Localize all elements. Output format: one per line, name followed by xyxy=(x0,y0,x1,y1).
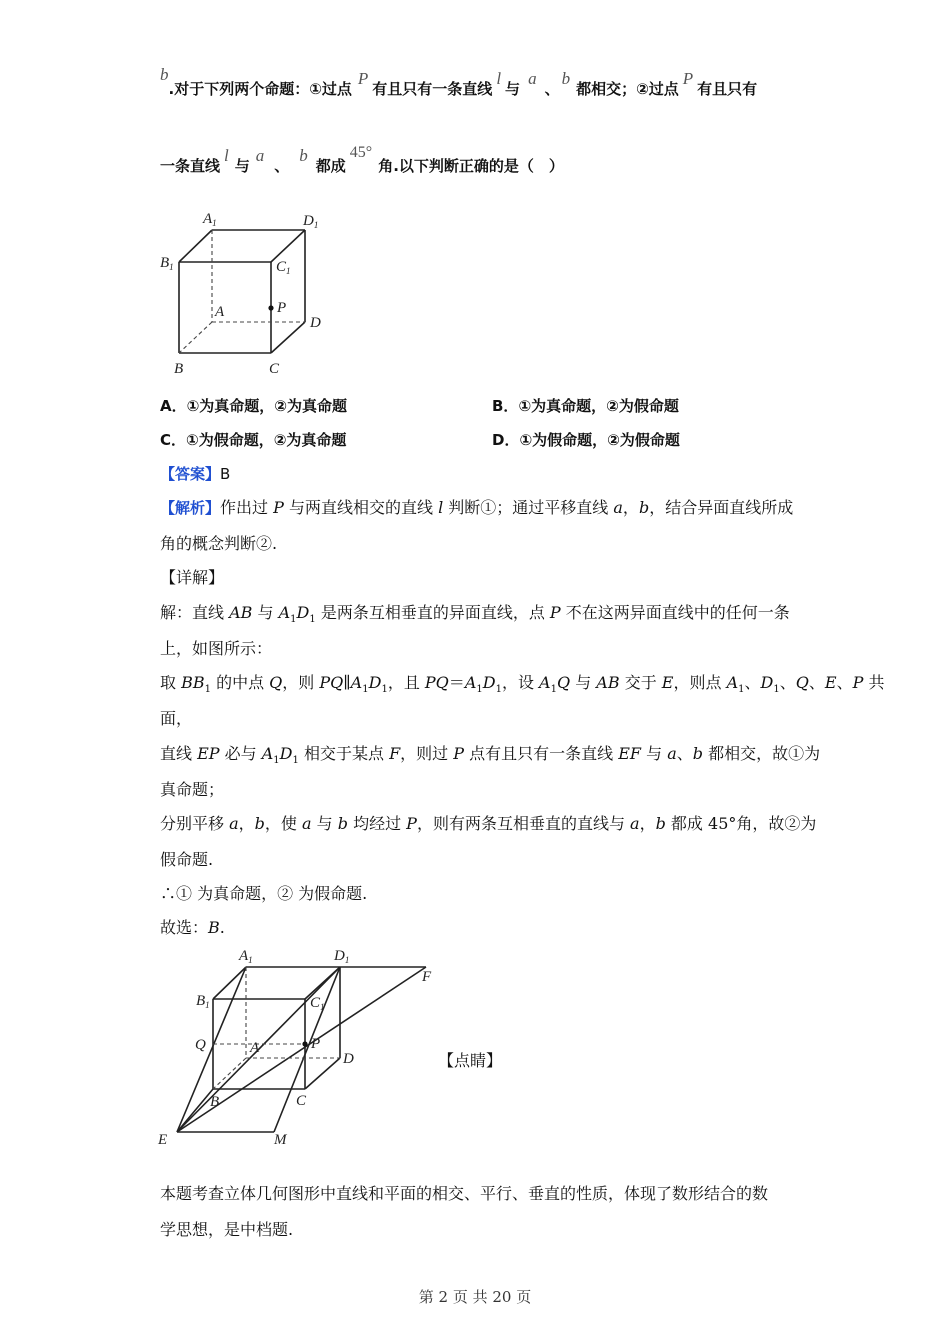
edge xyxy=(179,230,212,262)
detail-para-4: 面， xyxy=(160,709,193,728)
detail-para-5: 直线 EP 必与 $A_1D_1$ 相交于某点 F，则过 P 点有且只有一条直线 EF 与 a、b 都相交，故①为 xyxy=(160,744,821,767)
label-P: P xyxy=(277,300,287,316)
var-l: l xyxy=(496,69,502,88)
analysis-line-1: 【解析】作出过 P 与两直线相交的直线 l 判断①；通过平移直线 a，b，结合异面直线所成 xyxy=(160,498,794,517)
option-A: A．①为真命题，②为真命题 xyxy=(160,397,348,415)
detail-para-3: 取 $BB_1$ 的中点 Q，则 $PQ\parallel A_1D_1$，且 $PQ=A_1D_1$，设 $A_1Q$ 与 AB 交于 E，则点 $A_1$、$D_1$、Q、E、P 共 xyxy=(160,673,885,696)
question-text: 都相交；②过点 xyxy=(576,80,679,98)
label-A: A xyxy=(215,304,225,320)
detail-para-8: 假命题. xyxy=(160,850,214,869)
label-A1: $A_1$ xyxy=(203,211,217,228)
var-a: a xyxy=(528,69,537,88)
summary-line-1: 本题考查立体几何图形中直线和平面的相交、平行、垂直的性质，体现了数形结合的数 xyxy=(160,1184,769,1203)
label-D1: $D_1$ xyxy=(334,948,350,965)
question-text: 一条直线 xyxy=(160,157,221,175)
edge xyxy=(305,1058,340,1089)
label-A1: $A_1$ xyxy=(239,948,253,965)
answer-tag: 【答案】 xyxy=(160,465,221,483)
detail-conclusion: ∴① 为真命题，② 为假命题. xyxy=(160,884,368,903)
question-text: 与 xyxy=(505,80,521,98)
var-b: b xyxy=(160,65,169,84)
option-D: D．①为假命题，②为假命题 xyxy=(492,431,680,449)
label-C1: $C_1$ xyxy=(310,995,325,1012)
question-line-1 xyxy=(160,65,758,118)
answer-value: B xyxy=(220,465,231,483)
label-D: D xyxy=(343,1051,354,1067)
edge xyxy=(271,322,305,353)
question-text: 有且只有 xyxy=(697,80,758,98)
var-P: P xyxy=(357,69,369,88)
question-text: 、 xyxy=(274,157,290,175)
page-footer: 第 2 页 共 20 页 xyxy=(418,1288,532,1306)
label-B1: $B_1$ xyxy=(160,255,174,272)
question-text: 与 xyxy=(234,157,250,175)
edge xyxy=(213,967,246,999)
label-B: B xyxy=(210,1094,220,1110)
detail-tag: 【详解】 xyxy=(160,568,225,587)
option-B: B．①为真命题，②为假命题 xyxy=(492,397,679,415)
label-B1: $B_1$ xyxy=(196,993,210,1010)
var-b: b xyxy=(299,146,308,165)
label-Q: Q xyxy=(195,1037,206,1053)
line-MD1 xyxy=(274,967,340,1132)
label-A: A xyxy=(250,1040,260,1056)
label-M: M xyxy=(274,1132,287,1148)
label-F: F xyxy=(422,969,432,985)
question-text: 角.以下判断正确的是（ ） xyxy=(378,157,564,175)
label-C: C xyxy=(269,361,280,377)
question-line-2 xyxy=(160,144,564,195)
analysis-tag: 【解析】 xyxy=(160,499,221,517)
question-text: 都成 xyxy=(315,157,346,175)
question-text: 、 xyxy=(544,80,560,98)
question-text: 有且只有一条直线 xyxy=(372,80,493,98)
line-EC xyxy=(177,1089,213,1132)
detail-para-2: 上，如图所示： xyxy=(160,639,273,658)
label-B: B xyxy=(174,361,184,377)
answer-line xyxy=(160,463,230,484)
cube-figure-1 xyxy=(155,205,335,380)
analysis-line-2: 角的概念判断②. xyxy=(160,534,278,553)
dianjing-tag: 【点睛】 xyxy=(438,1051,503,1070)
var-b: b xyxy=(561,69,571,88)
hidden-edge xyxy=(213,1058,246,1089)
var-P: P xyxy=(682,69,694,88)
var-a: a xyxy=(255,146,265,165)
detail-choice: 故选：B. xyxy=(160,918,225,937)
label-E: E xyxy=(158,1132,168,1148)
option-C: C．①为假命题，②为真命题 xyxy=(160,431,347,449)
label-D1: $D_1$ xyxy=(303,213,319,230)
detail-para-6: 真命题； xyxy=(160,780,225,799)
edge xyxy=(271,230,305,262)
detail-para-1: 解：直线 AB 与 $A_1D_1$ 是两条互相垂直的异面直线，点 P 不在这两异面直线中的任何一条 xyxy=(160,603,790,626)
detail-para-7: 分别平移 a，b，使 a 与 b 均经过 P，则有两条互相垂直的直线与 a，b 都成 45°角，故②为 xyxy=(160,814,817,833)
label-P: P xyxy=(311,1036,321,1052)
label-C: C xyxy=(296,1093,307,1109)
summary-line-2: 学思想，是中档题. xyxy=(160,1220,294,1239)
var-l: l xyxy=(224,146,229,165)
hidden-edge xyxy=(179,322,212,353)
label-D: D xyxy=(310,315,321,331)
question-text: .对于下列两个命题：①过点 xyxy=(168,80,352,98)
point-P xyxy=(268,305,273,310)
point-P xyxy=(302,1041,307,1046)
cube-figure-2 xyxy=(150,945,450,1150)
angle-45: 45° xyxy=(349,144,373,161)
label-C1: $C_1$ xyxy=(276,259,291,276)
